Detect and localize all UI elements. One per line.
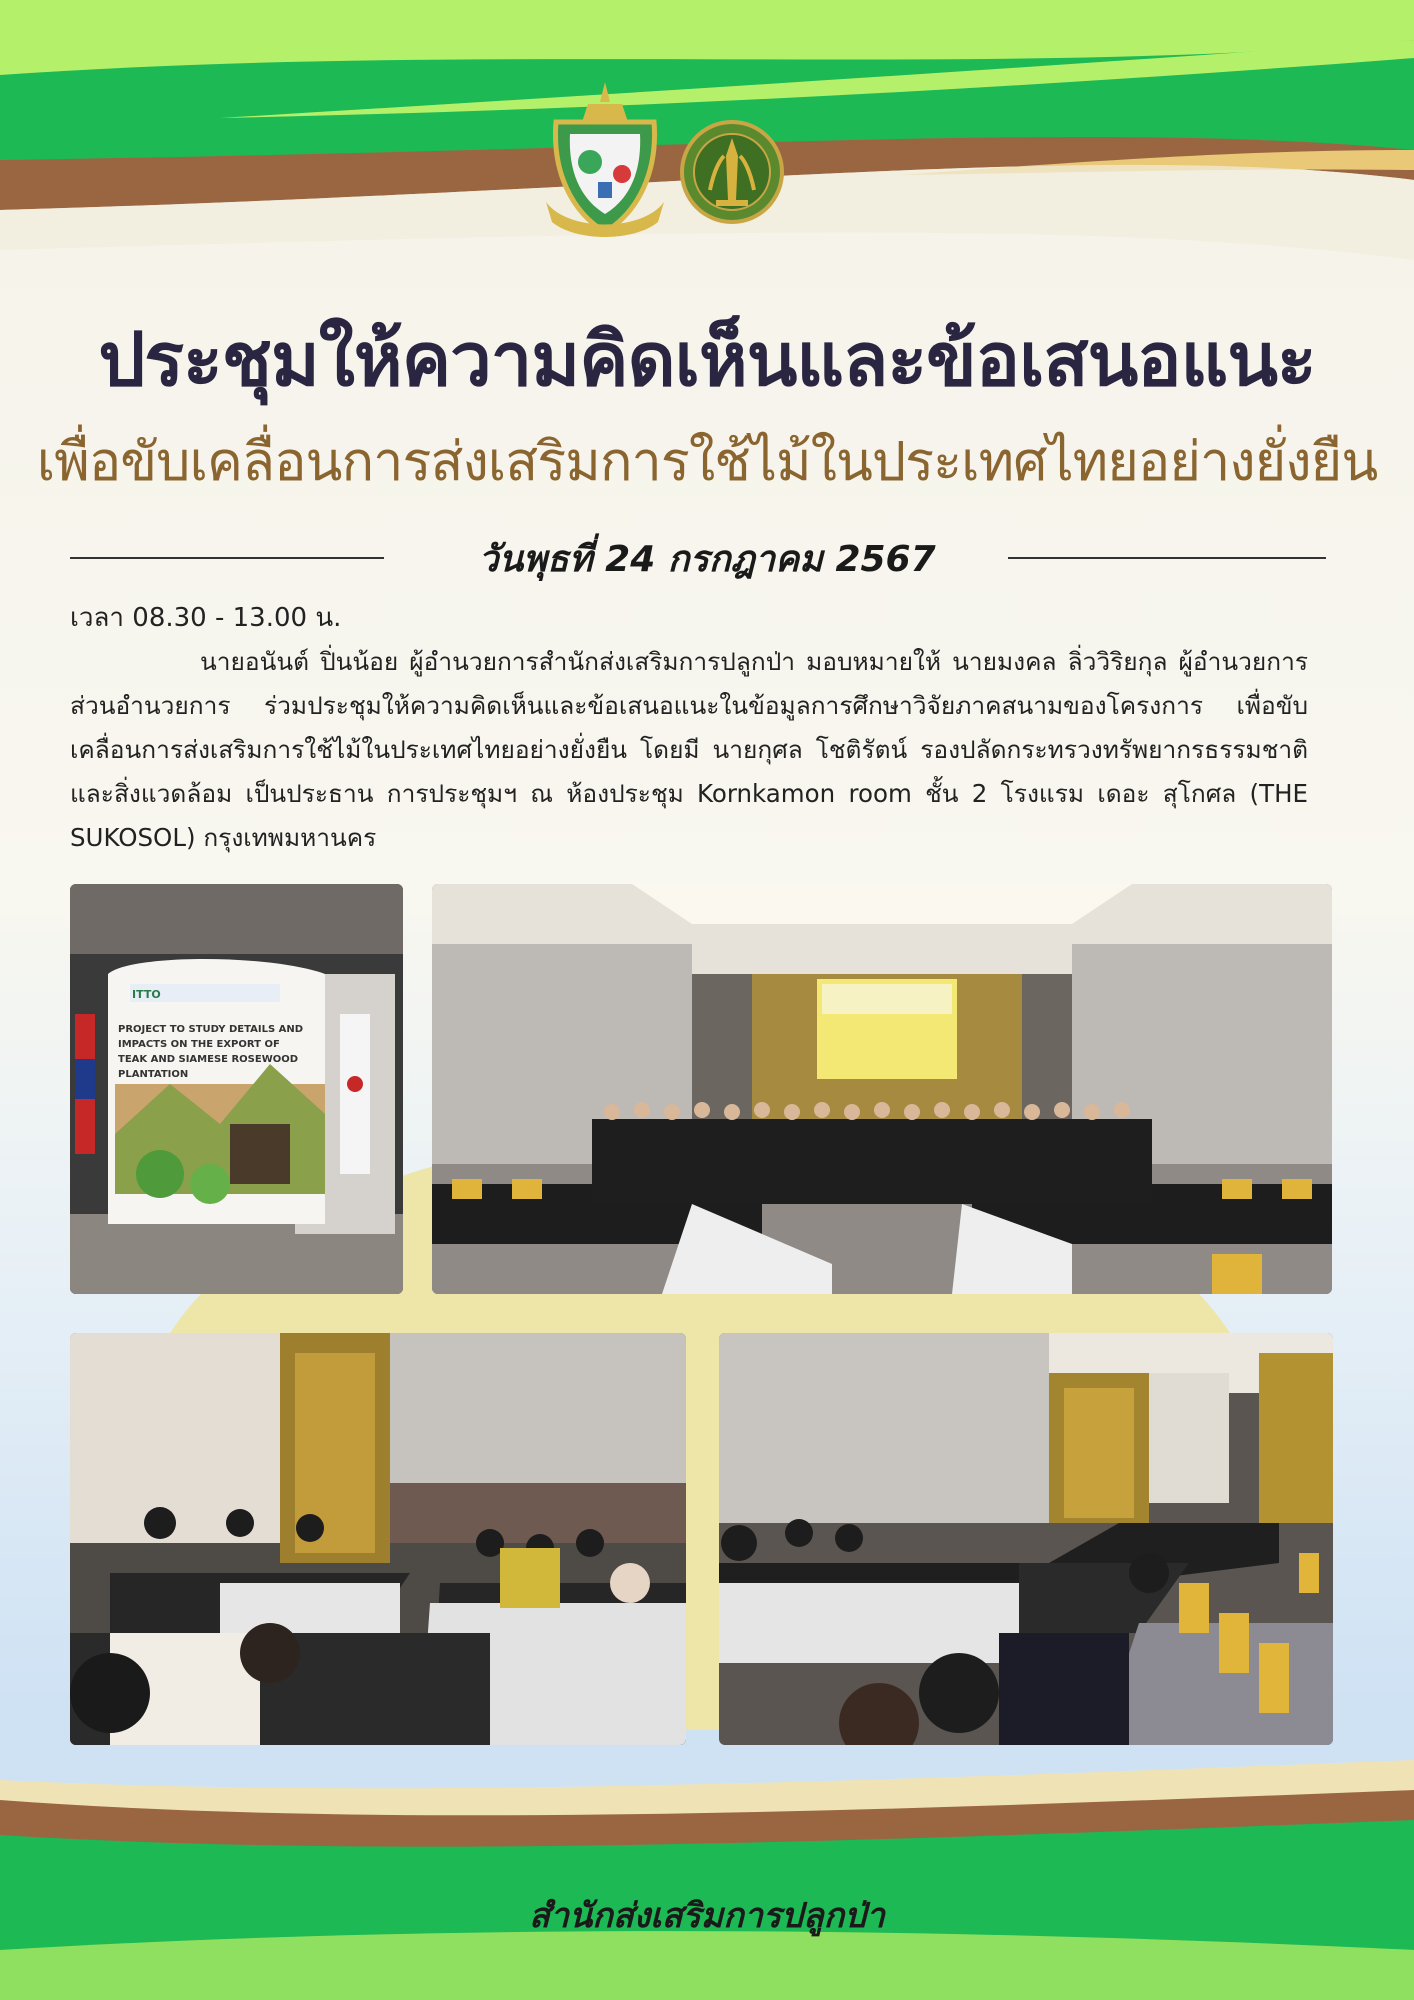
page-title: ประชุมให้ความคิดเห็นและข้อเสนอแนะ: [98, 317, 1316, 403]
event-date: วันพุธที่ 24 กรกฎาคม 2567: [478, 539, 936, 580]
svg-text:PLANTATION: PLANTATION: [118, 1069, 189, 1080]
event-description: นายอนันต์ ปิ่นน้อย ผู้อำนวยการสำนักส่งเสริมการปลูกป่า มอบหมายให้ นายมงคล ลิ่ววิริยกุล ผู้อำนวยการส่วนอำนวยการ ร่วมประชุมให้ความคิดเห็นและข้อเสนอแนะในข้อมูลการศึกษาวิจัยภาคสนามของโครงการ เพื่อขับเคลื่อนการส่งเสริมการใช้ไม้ในประเทศไทยอย่างยั่งยืน โดยมี นายกุศล โชติรัตน์ รองปลัดกระทรวงทรัพยากรธรรมชาติและสิ่งแวดล้อม เป็นประธาน การประชุมฯ ณ ห้องประชุม Kornkamon room ชั้น 2 โรงแรม เดอะ สุโกศล (THE SUKOSOL) กรุงเทพมหานคร: [70, 647, 1308, 852]
date-rule-right: [1008, 557, 1326, 559]
royal-forest-department-seal-icon: [680, 120, 784, 224]
photo-meeting-right: [719, 1333, 1333, 1745]
event-time: เวลา 08.30 - 13.00 น.: [70, 603, 342, 633]
banner-logo-text: ITTO: [132, 988, 161, 1001]
svg-text:TEAK AND SIAMESE ROSEWOOD: TEAK AND SIAMESE ROSEWOOD: [118, 1054, 299, 1065]
photo-group: [432, 884, 1332, 1294]
svg-text:IMPACTS ON THE EXPORT OF: IMPACTS ON THE EXPORT OF: [118, 1039, 280, 1050]
footer-office-name: สำนักส่งเสริมการปลูกป่า: [529, 1896, 885, 1936]
ministry-crest-icon: [538, 82, 672, 242]
banner-headline: PROJECT TO STUDY DETAILS AND: [118, 1024, 304, 1035]
photo-project-banner: [70, 884, 403, 1294]
page-subtitle: เพื่อขับเคลื่อนการส่งเสริมการใช้ไม้ในประเทศไทยอย่างยั่งยืน: [36, 430, 1378, 493]
photo-meeting-left: [70, 1333, 686, 1745]
